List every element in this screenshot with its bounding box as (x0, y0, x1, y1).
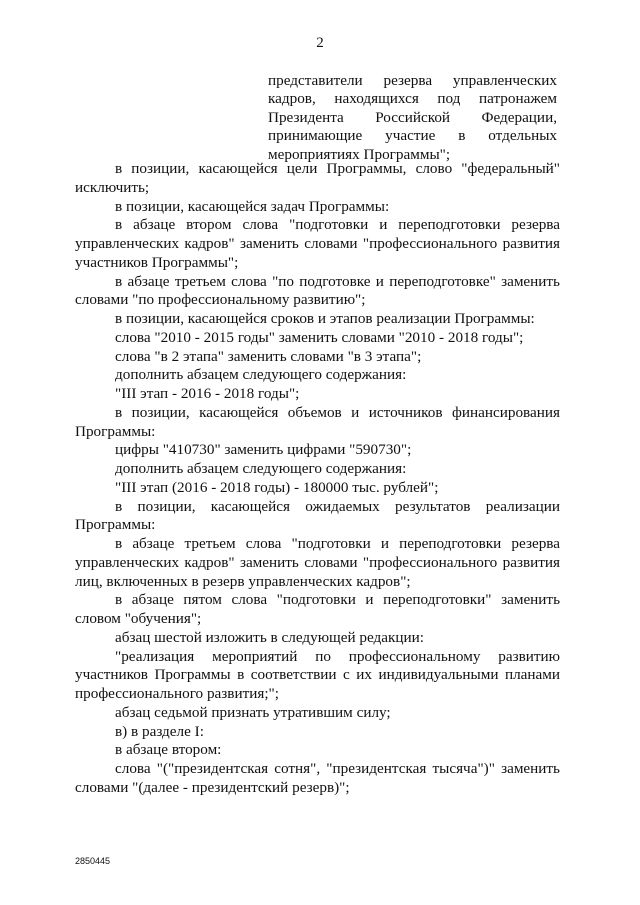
text-line: в позиции, касающейся цели Программы, слово "федеральный" (115, 160, 560, 177)
text-line: Программы: (75, 422, 156, 440)
text-line: в абзаце третьем слова "по подготовке и переподготовке" заменить (115, 272, 560, 290)
text-line: абзац шестой изложить в следующей редакции: (115, 628, 424, 646)
text-line: в абзаце втором слова "подготовки и переподготовки резерва (115, 216, 560, 234)
page-number: 2 (316, 35, 324, 51)
text-line: словами "по профессиональному развитию"; (75, 291, 366, 309)
document-body (75, 160, 560, 798)
text-line: управленческих кадров" заменить словами "профессионального развития (75, 553, 560, 571)
quoted-column-block (268, 72, 557, 164)
text-line: дополнить абзацем следующего содержания: (115, 460, 407, 477)
text-line: словами "(далее - президентский резерв)"; (75, 778, 350, 796)
column-line: кадров, находящихся под патронажем (268, 90, 557, 108)
text-line: в абзаце втором: (115, 741, 222, 759)
column-line: мероприятиях Программы"; (268, 145, 451, 163)
text-line: профессионального развития;"; (75, 685, 279, 702)
text-line: дополнить абзацем следующего содержания: (115, 366, 407, 384)
text-line: в) в разделе I: (115, 722, 204, 740)
column-line: принимающие участие в отдельных (268, 127, 557, 145)
text-line: Программы: (75, 516, 156, 534)
text-line: "III этап - 2016 - 2018 годы"; (115, 385, 300, 402)
text-line: слова "в 2 этапа" заменить словами "в 3 этапа"; (115, 347, 422, 365)
column-line: Президента Российской Федерации, (268, 108, 557, 126)
text-line: в абзаце третьем слова "подготовки и переподготовки резерва (115, 535, 560, 552)
text-line: абзац седьмой признать утратившим силу; (115, 703, 391, 721)
text-line: управленческих кадров" заменить словами "профессионального развития (75, 235, 560, 252)
text-line: участников Программы в соответствии с их индивидуальными планами (75, 666, 560, 684)
text-line: лиц, включенных в резерв управленческих кадров"; (75, 572, 411, 590)
text-line: слова "2010 - 2015 годы" заменить словами "2010 - 2018 годы"; (115, 328, 524, 346)
text-line: в позиции, касающейся сроков и этапов реализации Программы: (115, 310, 535, 327)
document-code: 2850445 (75, 856, 111, 866)
text-line: слова "("президентская сотня", "президентская тысяча")" заменить (115, 760, 560, 777)
text-line: участников Программы"; (75, 253, 239, 271)
text-line: в позиции, касающейся задач Программы: (115, 197, 390, 215)
text-line: "III этап (2016 - 2018 годы) - 180000 тыс. рублей"; (115, 478, 439, 496)
text-line: "реализация мероприятий по профессиональному развитию (115, 647, 560, 665)
text-line: словом "обучения"; (75, 610, 202, 627)
text-line: в позиции, касающейся объемов и источников финансирования (115, 403, 560, 421)
text-line: в абзаце пятом слова "подготовки и переподготовки" заменить (115, 591, 560, 609)
text-line: цифры "410730" заменить цифрами "590730"; (115, 441, 412, 459)
text-line: исключить; (75, 178, 150, 196)
text-line: в позиции, касающейся ожидаемых результатов реализации (115, 497, 560, 515)
column-line: представители резерва управленческих (268, 72, 557, 89)
